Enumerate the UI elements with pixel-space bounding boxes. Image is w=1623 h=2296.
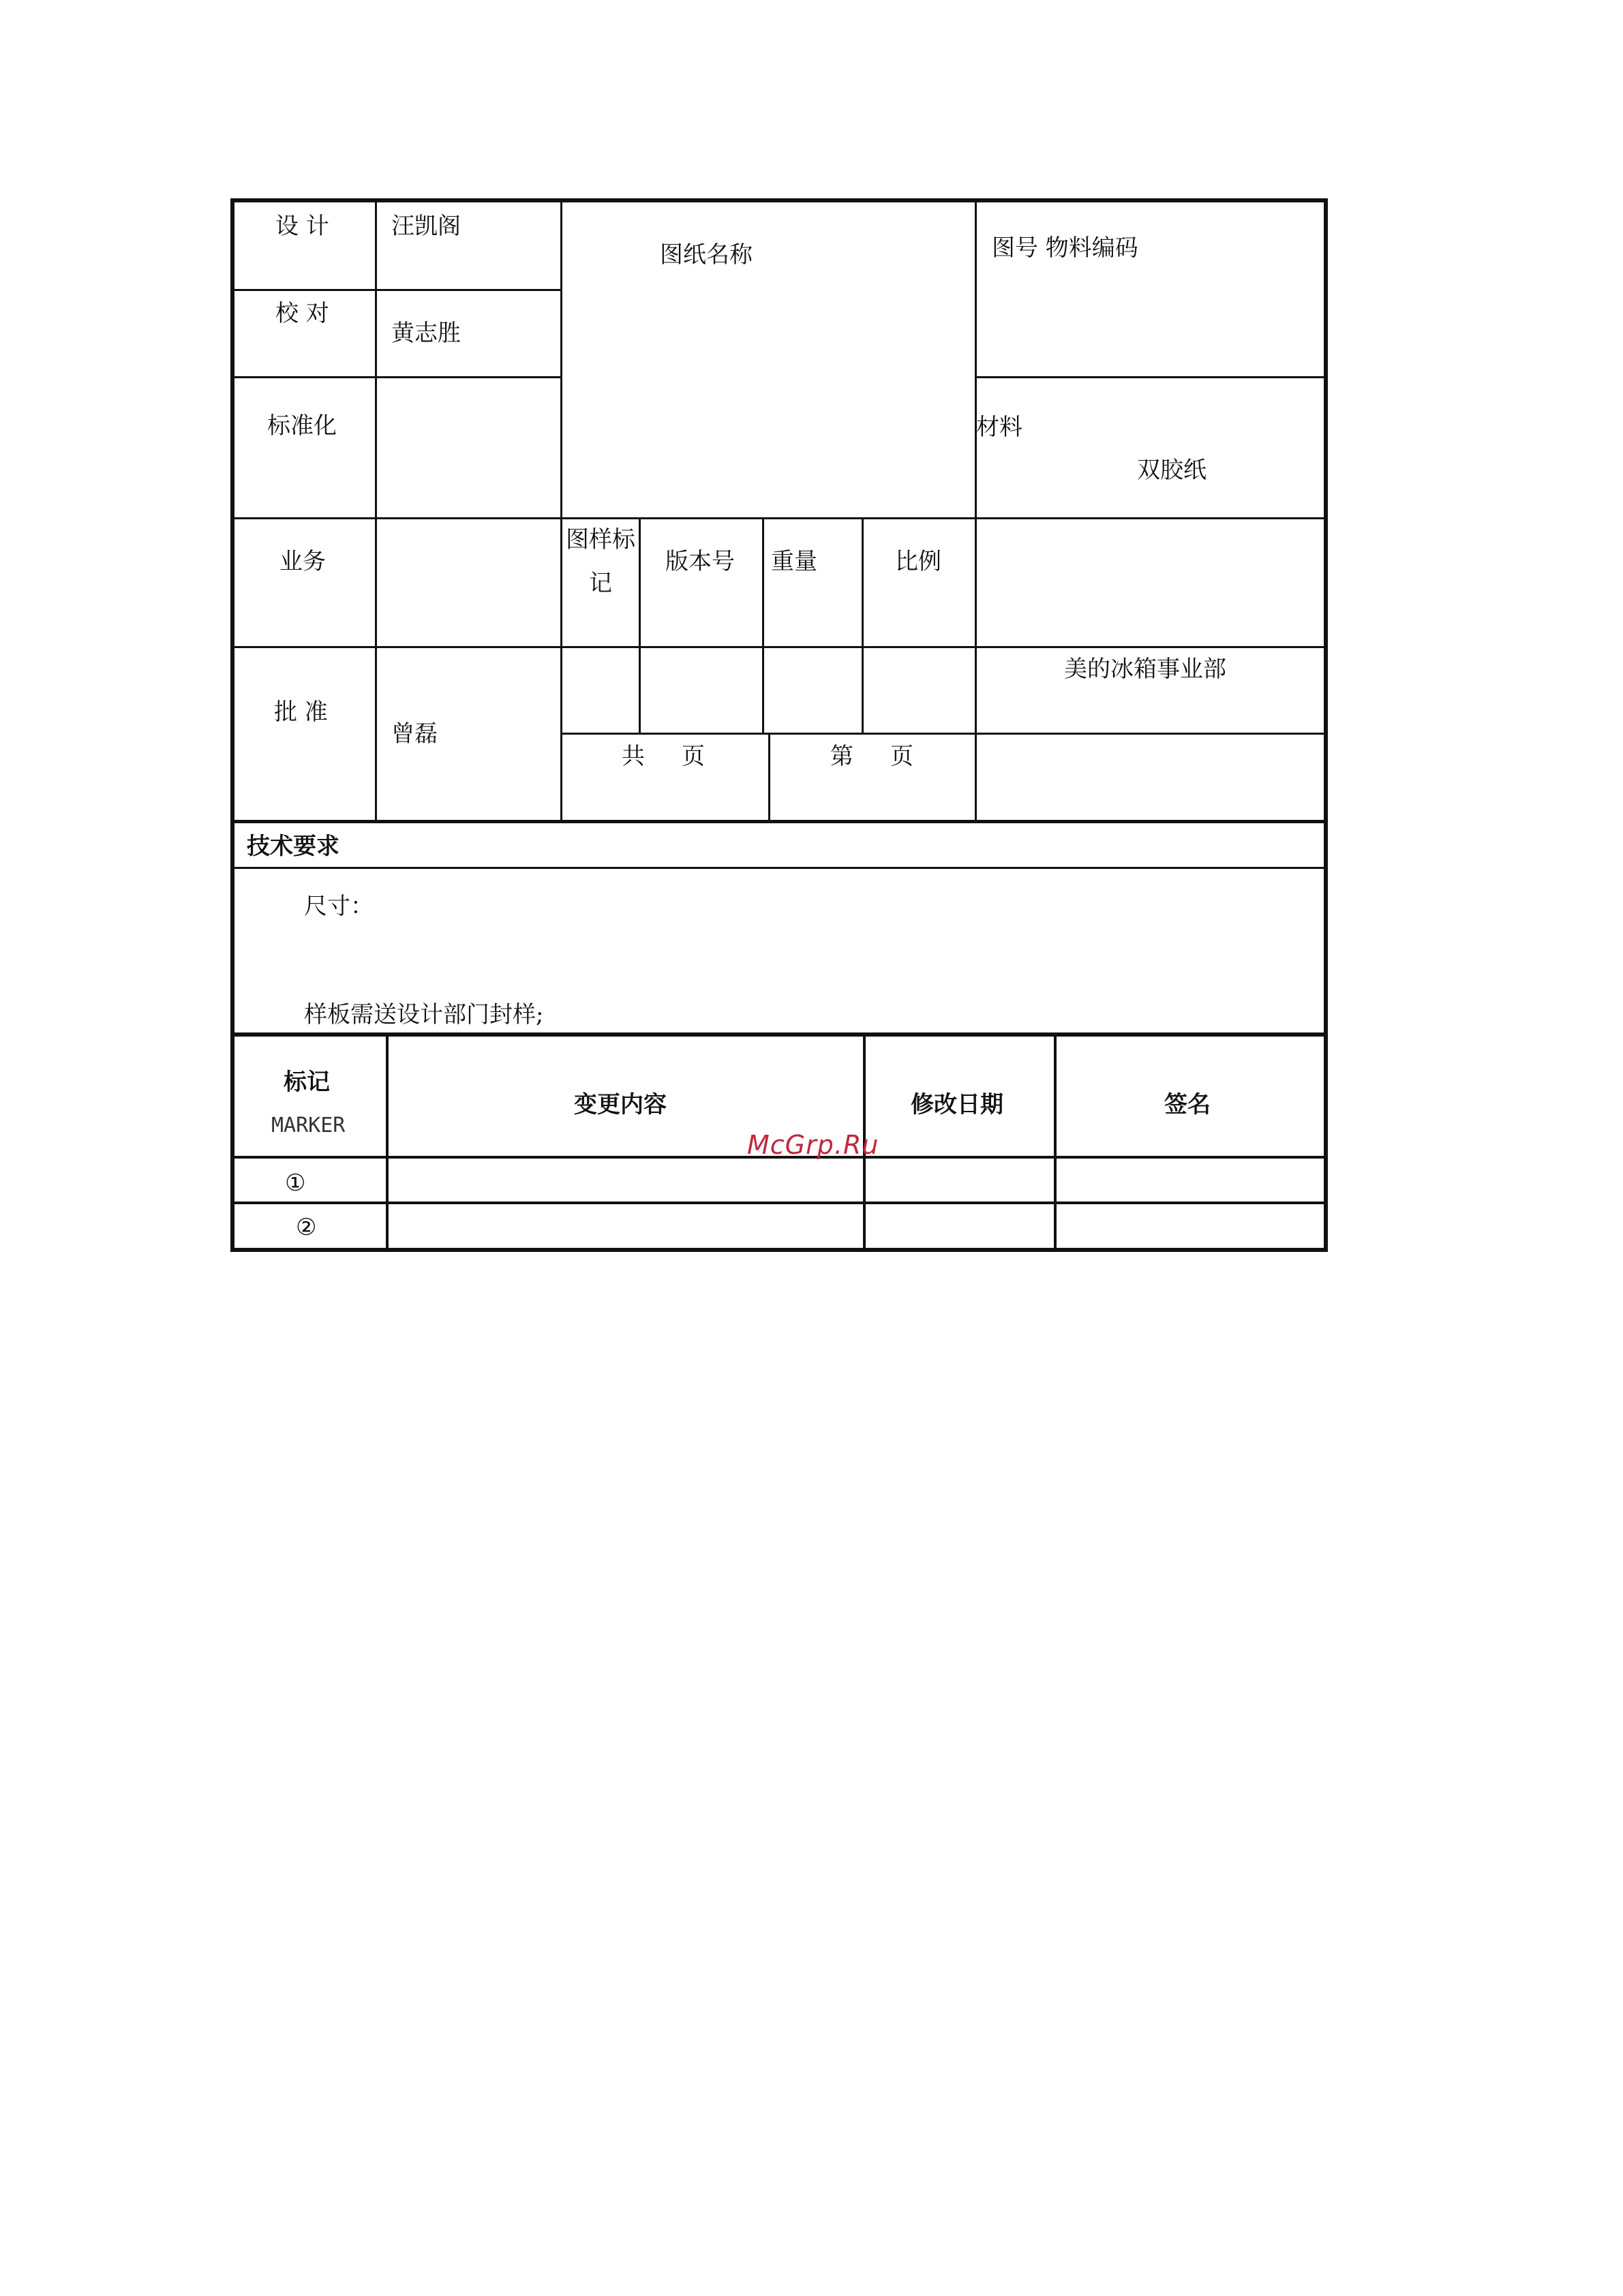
approve-value: 曾磊	[391, 720, 438, 748]
check-value: 黄志胜	[391, 320, 461, 347]
change-date-header: 修改日期	[911, 1091, 1003, 1118]
change-row-mark: ①	[285, 1169, 306, 1197]
sample-mark-label: 图样标	[566, 526, 635, 553]
change-content-header: 变更内容	[574, 1091, 667, 1118]
tech-requirements-heading: 技术要求	[247, 833, 339, 860]
change-row-mark: ②	[296, 1214, 317, 1241]
check-label: 校 对	[275, 300, 329, 327]
drawing-name-label: 图纸名称	[660, 241, 753, 269]
scale-label: 比例	[895, 548, 941, 575]
watermark-text: McGrp.Ru	[747, 1130, 879, 1160]
weight-label: 重量	[771, 548, 817, 575]
material-value: 双胶纸	[1137, 457, 1207, 484]
total-pages-label: 共 页	[622, 743, 706, 770]
tech-requirement-size: 尺寸：	[304, 893, 374, 920]
tech-requirement-sample: 样板需送设计部门封样;	[304, 1001, 544, 1028]
change-mark-header: 标记	[284, 1069, 330, 1096]
change-mark-header-en: MARKER	[271, 1114, 346, 1137]
standardization-label: 标准化	[267, 412, 337, 440]
drawing-number-label: 图号 物料编码	[992, 234, 1138, 262]
design-value: 汪凯阁	[391, 213, 461, 240]
material-label: 材料	[976, 414, 1022, 441]
sample-mark-label-2: 记	[589, 570, 612, 597]
page-number-label: 第 页	[830, 743, 914, 770]
version-label: 版本号	[665, 548, 735, 575]
business-label: 业务	[279, 548, 326, 575]
design-label: 设 计	[275, 213, 329, 240]
department-name: 美的冰箱事业部	[1064, 656, 1226, 683]
approve-label: 批 准	[274, 699, 328, 726]
change-sign-header: 签名	[1164, 1091, 1211, 1118]
